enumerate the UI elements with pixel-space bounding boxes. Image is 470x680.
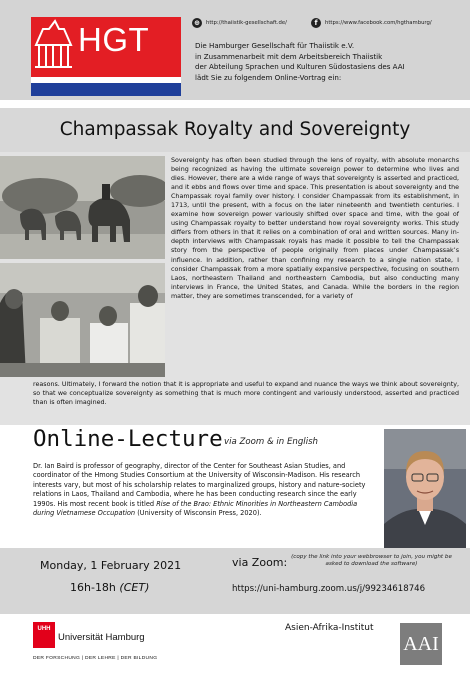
aai-logo: AAI [400,623,442,665]
intro-line: der Abteilung Sprachen und Kulturen Südostasiens des AAI [195,62,405,72]
globe-icon: ⊕ [192,18,202,28]
speaker-photo [384,429,466,548]
bio-text-end: (University of Wisconsin Press, 2020). [135,509,262,518]
speaker-bio [33,462,373,518]
event-date: Monday, 1 February 2021 [40,559,182,572]
elephant-procession-photo [0,156,165,259]
hgt-logo-text: HGT [78,21,150,58]
book-title: Rise of the Brao: Ethnic Minorities in Northeastern Cambodia during Vietnamese Occupation [33,499,358,518]
uhh-slogan: DER FORSCHUNG | DER LEHRE | DER BILDUNG [33,656,158,661]
website-link[interactable]: http://thaiistik-gesellschaft.de/ [206,20,287,26]
aai-name: Asien-Afrika-Institut [285,623,374,633]
event-time-range: 16h-18h [70,581,116,594]
intro-line: in Zusammenarbeit mit dem Arbeitsbereich Thaiistik [195,51,383,61]
facebook-row[interactable] [311,17,432,29]
abstract-text-full: reasons. Ultimately, I forward the notion that it is appropriate and useful to expand and nuance the ways we think about sovereignty, so that we conceptualize sovereignty as something that is much more contingent and variously understood, asserted and practiced than is often imagined. [33,381,459,407]
abstract-text-wrapped: Sovereignty has often been studied through the lens of royalty, with absolute monarchs being recognized as having the ultimate sovereign power to determine who lives and dies. However, there are a wide range of ways that sovereignty is asserted and practiced, and it ebbs and flows over time and space. This presentation is about sovereignty and the Champassak royal family over history. I consider Champassak from its establishment, in 1713, until the present, with a focus on the later nineteenth and twentieth centuries. I examine how sovereign power variously shifted over space and time, with the goal of using Champassak royalty to better understand how royal sovereignty works. This study differs from others in that it relies on a combination of oral and written sources. Many in-depth interviews with Champassak royals has made it possible to tell the Champassak story from the perspective of people originally from places under Champassak’s influence. In addition, rather than confining my research to a single nation state, I consider Champassak from a more spatially expansive perspective, focusing on southern Laos, northeastern Thailand and northeastern Cambodia, but also conducting many interviews in France, the United States, and Canada. While the borders in the region matter, they are sometimes transcended, for a variety of [171,157,459,300]
online-lecture-heading: Online-Lecture [33,426,223,452]
online-lecture-subheading: via Zoom & in English [224,437,319,447]
facebook-link[interactable]: https://www.facebook.com/hgthamburg/ [325,20,432,26]
intro-line: lädt Sie zu folgendem Online-Vortrag ein: [195,72,342,82]
zoom-label: via Zoom: [232,556,288,569]
intro-line: Die Hamburger Gesellschaft für Thaiistik e.V. [195,41,355,50]
zoom-link[interactable]: https://uni-hamburg.zoom.us/j/99234618746 [232,584,426,594]
facebook-icon: f [311,18,321,28]
lecture-title: Champassak Royalty and Sovereignty [59,119,411,140]
website-row[interactable] [192,17,287,29]
event-timezone: (CET) [119,581,150,594]
intro-text [195,41,465,83]
uhh-name: Universität Hamburg [58,632,145,643]
bio-text: Dr. Ian Baird is professor of geography, director of the Center for Southeast Asian Studies, and coordinator of the Hmong Studies Consortium at the University of Wisconsin-Madison. His research interests vary, but most of his scholarship relates to marginalized groups, history and nature-society relations in Laos, Thailand and Cambodia, where he has been conducting research since the early 1990s. His most recent book is titled [33,462,366,508]
uhh-logo: UHH [33,622,55,648]
title-band [0,108,470,152]
event-time [70,581,149,594]
zoom-note: (copy the link into your webbrowser to join, you might be asked to download the software) [291,554,452,568]
royal-ceremony-photo [0,263,165,377]
